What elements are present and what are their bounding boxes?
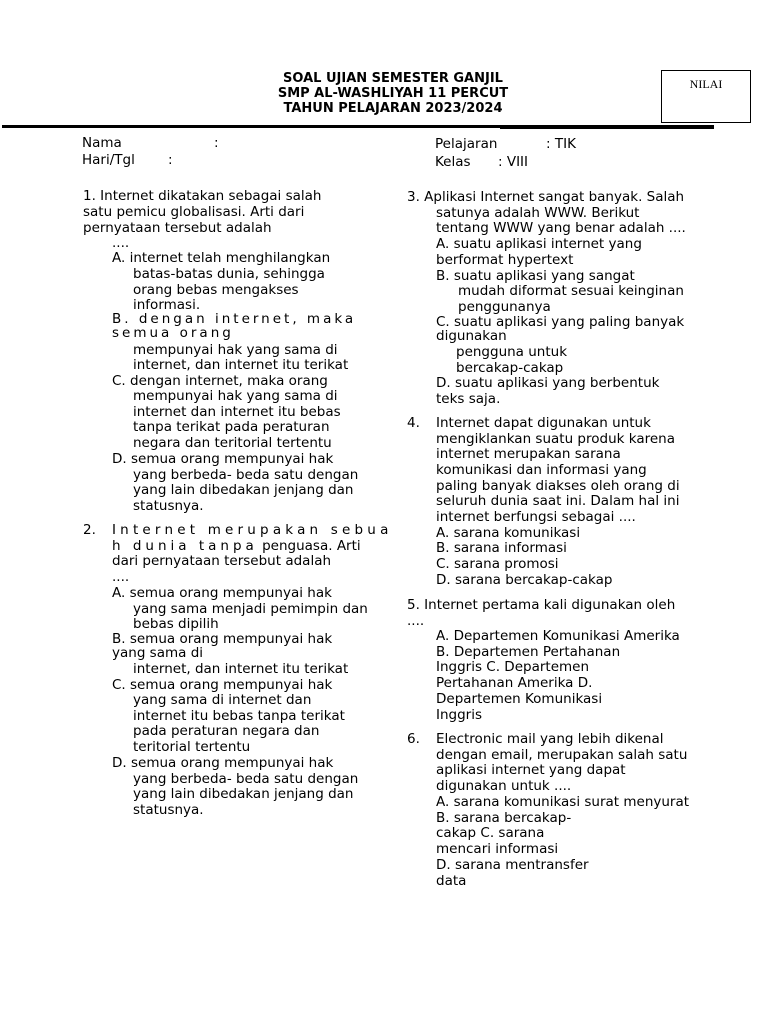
q2-option-d: statusnya. — [133, 802, 204, 818]
q4-stem: mengiklankan suatu produk karena — [436, 431, 675, 447]
q4-option-a: A. sarana komunikasi — [436, 525, 581, 541]
q1-option-d: statusnya. — [133, 498, 204, 514]
q6-stem: aplikasi internet yang dapat — [436, 762, 626, 778]
q1-option-c: negara dan teritorial tertentu — [133, 435, 332, 451]
q1-option-d: yang berbeda- beda satu dengan — [133, 467, 359, 483]
q1-option-b: mempunyai hak yang sama di — [133, 342, 338, 358]
q3-stem: 3. Aplikasi Internet sangat banyak. Salah — [407, 189, 685, 205]
q1-stem: pernyataan tersebut adalah — [83, 220, 272, 236]
q1-option-c: mempunyai hak yang sama di — [133, 388, 338, 404]
q4-stem: seluruh dunia saat ini. Dalam hal ini — [436, 493, 680, 509]
q1-option-a: batas-batas dunia, sehingga — [133, 266, 325, 282]
q2-option-a: bebas dipilih — [133, 616, 219, 632]
q1-option-a: informasi. — [133, 297, 201, 313]
q6-option-a: A. sarana komunikasi surat menyurat — [436, 794, 690, 810]
score-label: NILAI — [689, 77, 723, 91]
q6-number: 6. — [407, 731, 420, 747]
q3-option-c: bercakap-cakap — [456, 360, 564, 376]
q4-stem: komunikasi dan informasi yang — [436, 462, 647, 478]
q2-option-c: internet itu bebas tanpa terikat — [133, 708, 345, 724]
q2-number: 2. — [83, 522, 96, 538]
q5-option-d: Departemen Komunikasi — [436, 691, 603, 707]
subject-label: Pelajaran — [435, 136, 498, 152]
academic-year: TAHUN PELAJARAN 2023/2024 — [283, 101, 503, 116]
q2-stem: Internet merupakan sebua — [112, 522, 393, 538]
class-label: Kelas — [435, 154, 471, 170]
q1-option-c: C. dengan internet, maka orang — [112, 373, 328, 389]
q2-option-a: yang sama menjadi pemimpin dan — [133, 601, 368, 617]
q2-stem — [112, 538, 361, 554]
q3-stem: satunya adalah WWW. Berikut — [436, 205, 640, 221]
q3-option-b: B. suatu aplikasi yang sangat — [436, 268, 635, 284]
date-colon: : — [168, 152, 173, 168]
score-box — [661, 70, 751, 123]
q1-option-d: D. semua orang mempunyai hak — [112, 451, 334, 467]
q1-stem: .... — [112, 235, 130, 251]
q4-stem: internet merupakan sarana — [436, 446, 621, 462]
q4-option-b: B. sarana informasi — [436, 540, 567, 556]
q3-option-d: D. suatu aplikasi yang berbentuk — [436, 375, 660, 391]
q3-option-c: pengguna untuk — [456, 344, 568, 360]
q2-option-d: D. semua orang mempunyai hak — [112, 755, 334, 771]
q2-option-d: yang lain dibedakan jenjang dan — [133, 786, 354, 802]
q3-option-b: mudah diformat sesuai keinginan — [458, 283, 684, 299]
q1-option-b: internet, dan internet itu terikat — [133, 357, 349, 373]
q4-stem: paling banyak diakses oleh orang di — [436, 478, 680, 494]
q2-stem: .... — [112, 569, 130, 585]
q1-option-c: internet dan internet itu bebas — [133, 404, 341, 420]
q6-stem: Electronic mail yang lebih dikenal — [436, 731, 664, 747]
q3-option-a: berformat hypertext — [436, 252, 574, 268]
header-divider-thin — [500, 128, 714, 129]
q6-option-d: data — [436, 873, 467, 889]
q5-option-b: B. Departemen Pertahanan — [436, 644, 621, 660]
q1-option-b: B. dengan internet, maka — [112, 311, 357, 327]
q3-option-a: A. suatu aplikasi internet yang — [436, 236, 642, 252]
q6-option-d: D. sarana mentransfer — [436, 857, 589, 873]
date-label: Hari/Tgl — [82, 152, 135, 168]
q2-stem-spaced: h dunia tanpa — [112, 538, 258, 554]
name-colon: : — [214, 135, 219, 151]
q4-option-d: D. sarana bercakap-cakap — [436, 572, 613, 588]
q3-option-b: penggunanya — [458, 299, 551, 315]
q5-option-c: Pertahanan Amerika D. — [436, 675, 593, 691]
q4-stem: internet berfungsi sebagai .... — [436, 509, 636, 525]
q5-stem: .... — [407, 613, 425, 629]
name-label: Nama — [82, 135, 122, 151]
q3-stem: tentang WWW yang benar adalah .... — [436, 220, 686, 236]
q2-option-a: A. semua orang mempunyai hak — [112, 585, 332, 601]
q1-option-a: A. internet telah menghilangkan — [112, 250, 331, 266]
q1-option-a: orang bebas mengakses — [133, 282, 299, 298]
q4-stem: Internet dapat digunakan untuk — [436, 415, 651, 431]
q5-option-b: Inggris C. Departemen — [436, 659, 590, 675]
q6-stem: dengan email, merupakan salah satu — [436, 747, 688, 763]
q2-stem: dari pernyataan tersebut adalah — [112, 553, 332, 569]
q1-option-b: semua orang — [112, 325, 234, 341]
q5-option-d: Inggris — [436, 707, 483, 723]
q2-option-b: B. semua orang mempunyai hak — [112, 631, 333, 647]
q6-option-c: mencari informasi — [436, 841, 559, 857]
q6-option-b: cakap C. sarana — [436, 825, 545, 841]
q2-option-b: internet, dan internet itu terikat — [133, 661, 349, 677]
subject-value: : TIK — [546, 136, 576, 152]
q3-option-d: teks saja. — [436, 391, 501, 407]
q1-option-d: yang lain dibedakan jenjang dan — [133, 482, 354, 498]
q1-option-c: tanpa terikat pada peraturan — [133, 419, 330, 435]
class-value: : VIII — [498, 154, 529, 170]
q1-stem: 1. Internet dikatakan sebagai salah — [83, 188, 322, 204]
exam-title: SOAL UJIAN SEMESTER GANJIL — [283, 71, 503, 86]
q3-option-c: C. suatu aplikasi yang paling banyak — [436, 314, 685, 330]
q2-option-b: yang sama di — [112, 645, 204, 661]
q2-option-c: C. semua orang mempunyai hak — [112, 677, 333, 693]
q3-option-c: digunakan — [436, 328, 507, 344]
q2-option-d: yang berbeda- beda satu dengan — [133, 771, 359, 787]
q2-option-c: teritorial tertentu — [133, 739, 251, 755]
q2-option-c: pada peraturan negara dan — [133, 723, 320, 739]
q1-stem: satu pemicu globalisasi. Arti dari — [83, 204, 305, 220]
q2-stem-rest: penguasa. Arti — [257, 538, 361, 554]
q5-option-a: A. Departemen Komunikasi Amerika — [436, 628, 680, 644]
school-name: SMP AL-WASHLIYAH 11 PERCUT — [277, 86, 509, 101]
q6-option-b: B. sarana bercakap- — [436, 810, 572, 826]
q5-stem: 5. Internet pertama kali digunakan oleh — [407, 597, 676, 613]
q4-number: 4. — [407, 415, 420, 431]
q6-stem: digunakan untuk .... — [436, 778, 572, 794]
q4-option-c: C. sarana promosi — [436, 556, 559, 572]
q2-option-c: yang sama di internet dan — [133, 692, 312, 708]
